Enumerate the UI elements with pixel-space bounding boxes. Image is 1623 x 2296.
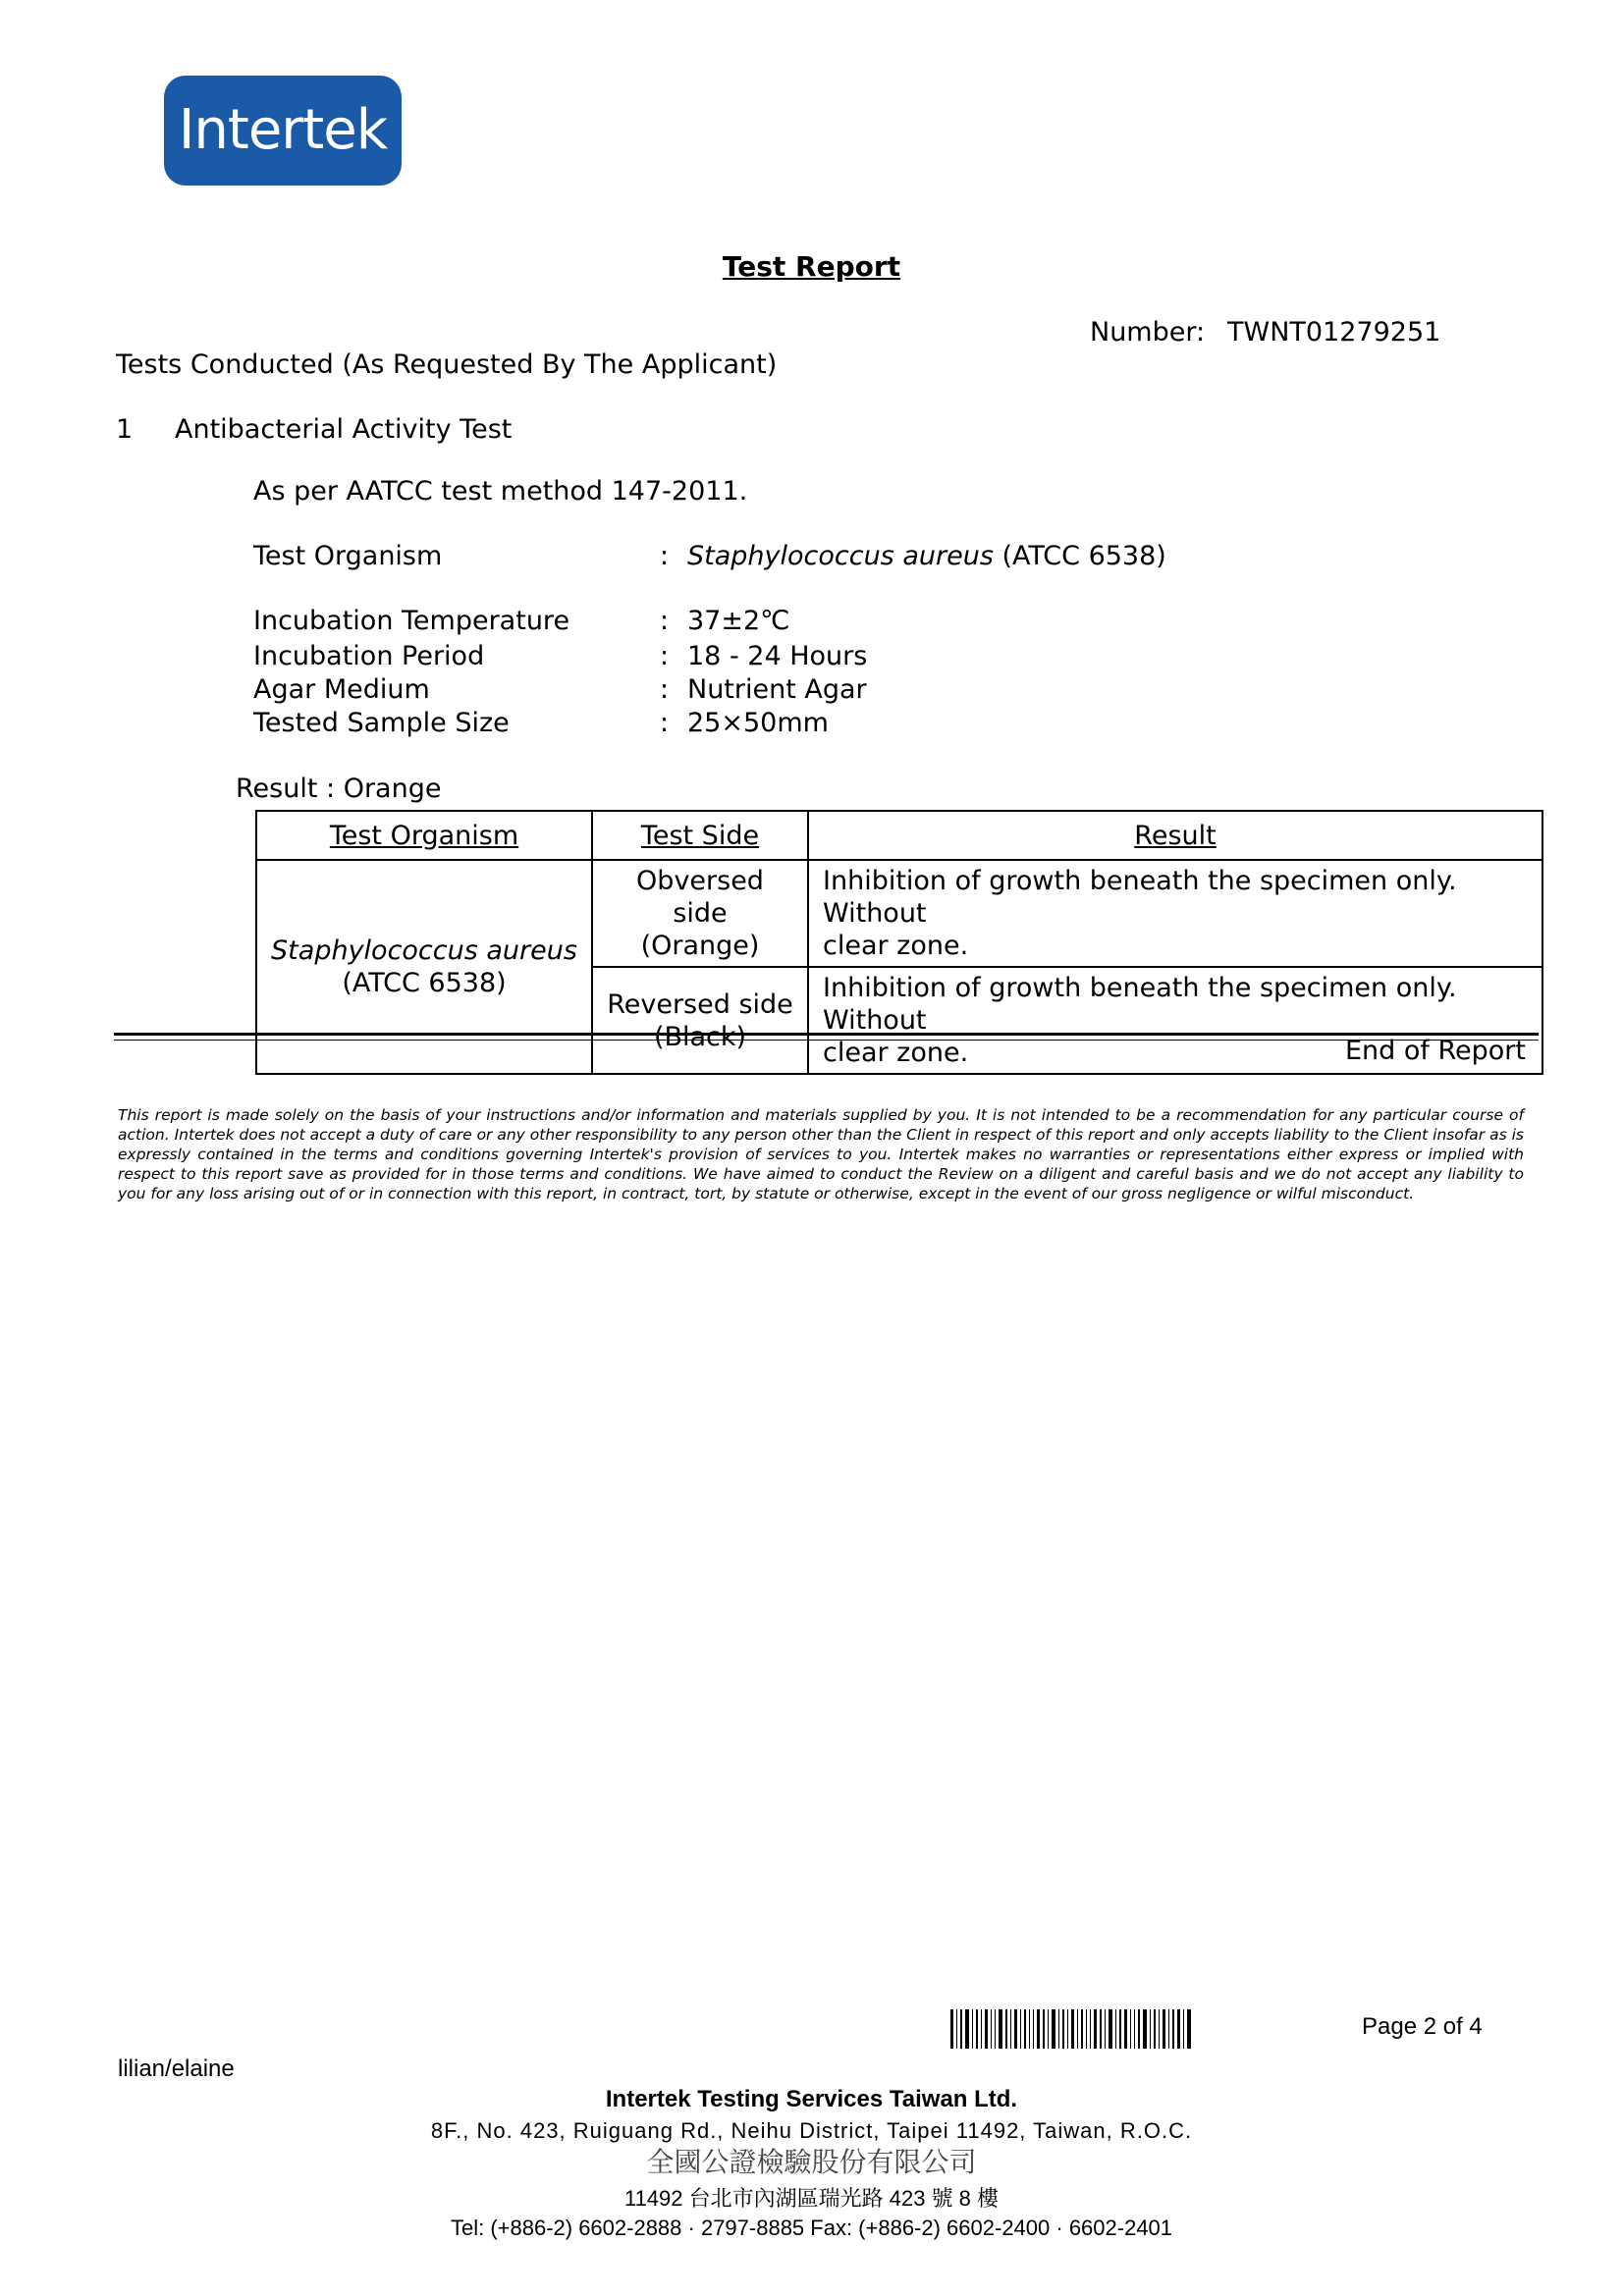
test-side-line: Obversed side — [636, 866, 764, 929]
param-temperature-value: 37±2℃ — [687, 606, 790, 636]
param-period-colon: : — [660, 641, 670, 671]
param-size-value: 25×50mm — [687, 708, 829, 738]
footer-company: Intertek Testing Services Taiwan Ltd. — [605, 2086, 1018, 2112]
footer-address: 8F., No. 423, Ruiguang Rd., Neihu District, Taipei 11492, Taiwan, R.O.C. — [430, 2118, 1193, 2143]
param-period-value: 18 - 24 Hours — [687, 641, 868, 671]
logo-text: Intertek — [178, 98, 388, 162]
table-header-cell: Test Side — [592, 811, 808, 860]
result-line: Inhibition of growth beneath the specimen only. Without — [823, 866, 1457, 929]
barcode-image — [950, 2009, 1333, 2049]
organism-name-italic: Staphylococcus aureus — [687, 541, 994, 571]
organism-code: (ATCC 6538) — [342, 968, 507, 998]
result-line: clear zone. — [823, 1038, 969, 1068]
test-side-cell — [592, 860, 808, 967]
divider-thin — [114, 1040, 1539, 1041]
report-initials: lilian/elaine — [118, 2056, 235, 2082]
test-side-line: Reversed side — [607, 988, 793, 1020]
page-title: Test Report — [722, 250, 901, 283]
result-line: clear zone. — [823, 931, 969, 961]
divider-thick — [114, 1033, 1539, 1036]
section-number: 1 — [116, 414, 134, 445]
organism-name-italic: Staphylococcus aureus — [271, 935, 577, 966]
param-agar-colon: : — [660, 674, 670, 705]
result-line: Inhibition of growth beneath the specimen only. Without — [823, 973, 1457, 1036]
param-agar-label: Agar Medium — [253, 674, 430, 705]
table-row — [256, 860, 1542, 967]
organism-code: (ATCC 6538) — [993, 541, 1166, 571]
test-side-line: (Black) — [653, 1021, 747, 1052]
result-cell — [808, 860, 1542, 967]
param-agar-value: Nutrient Agar — [687, 674, 867, 705]
disclaimer-text: This report is made solely on the basis of your instructions and/or information and materials supplied by you. It is not intended to be a recommendation for any particular course of action. Intertek does not accept a duty of care or any other responsibility to any person other than the Client in respect of this report and only accepts liability to the Client insofar as is expressly contained in the terms and conditions governing Intertek's provision of services to you. Intertek makes no warranties or representations either express or implied with respect to this report save as provided for in those terms and conditions. We have aimed to conduct the Review on a diligent and careful basis and we do not accept any liability to you for any loss arising out of or in connection with this report, in contract, tort, by statute or otherwise, except in the event of our gross negligence or wilful misconduct. — [118, 1106, 1524, 1202]
intertek-logo — [164, 76, 402, 186]
param-organism-label: Test Organism — [253, 541, 443, 571]
table-header-row — [256, 811, 1542, 860]
end-of-report: End of Report — [1344, 1036, 1526, 1066]
param-temperature-label: Incubation Temperature — [253, 606, 570, 636]
footer-address-cn: 11492 台北市內湖區瑞光路 423 號 8 樓 — [623, 2186, 1000, 2211]
test-method: As per AATCC test method 147-2011. — [253, 476, 748, 507]
param-temperature-colon: : — [660, 606, 670, 636]
test-side-line: (Orange) — [640, 931, 760, 961]
param-organism-colon: : — [660, 541, 670, 571]
param-size-label: Tested Sample Size — [253, 708, 510, 738]
table-header-cell: Test Organism — [256, 811, 592, 860]
report-number-label: Number: — [1090, 317, 1206, 347]
tests-conducted-heading: Tests Conducted (As Requested By The Applicant) — [116, 349, 778, 380]
footer-contact: Tel: (+886-2) 6602-2888 · 2797-8885 Fax: (+886-2) 6602-2400 · 6602-2401 — [450, 2216, 1173, 2240]
result-label: Result : Orange — [236, 774, 442, 804]
footer-company-cn: 全國公證檢驗股份有限公司 — [646, 2146, 977, 2178]
param-size-colon: : — [660, 708, 670, 738]
report-number-value: TWNT01279251 — [1227, 317, 1441, 347]
section-title: Antibacterial Activity Test — [175, 414, 513, 445]
page-number: Page 2 of 4 — [1362, 2013, 1483, 2040]
param-period-label: Incubation Period — [253, 641, 485, 671]
test-side-cell — [592, 967, 808, 1074]
param-organism-value — [687, 540, 1166, 573]
organism-cell — [256, 860, 592, 1074]
table-header-cell: Result — [808, 811, 1542, 860]
